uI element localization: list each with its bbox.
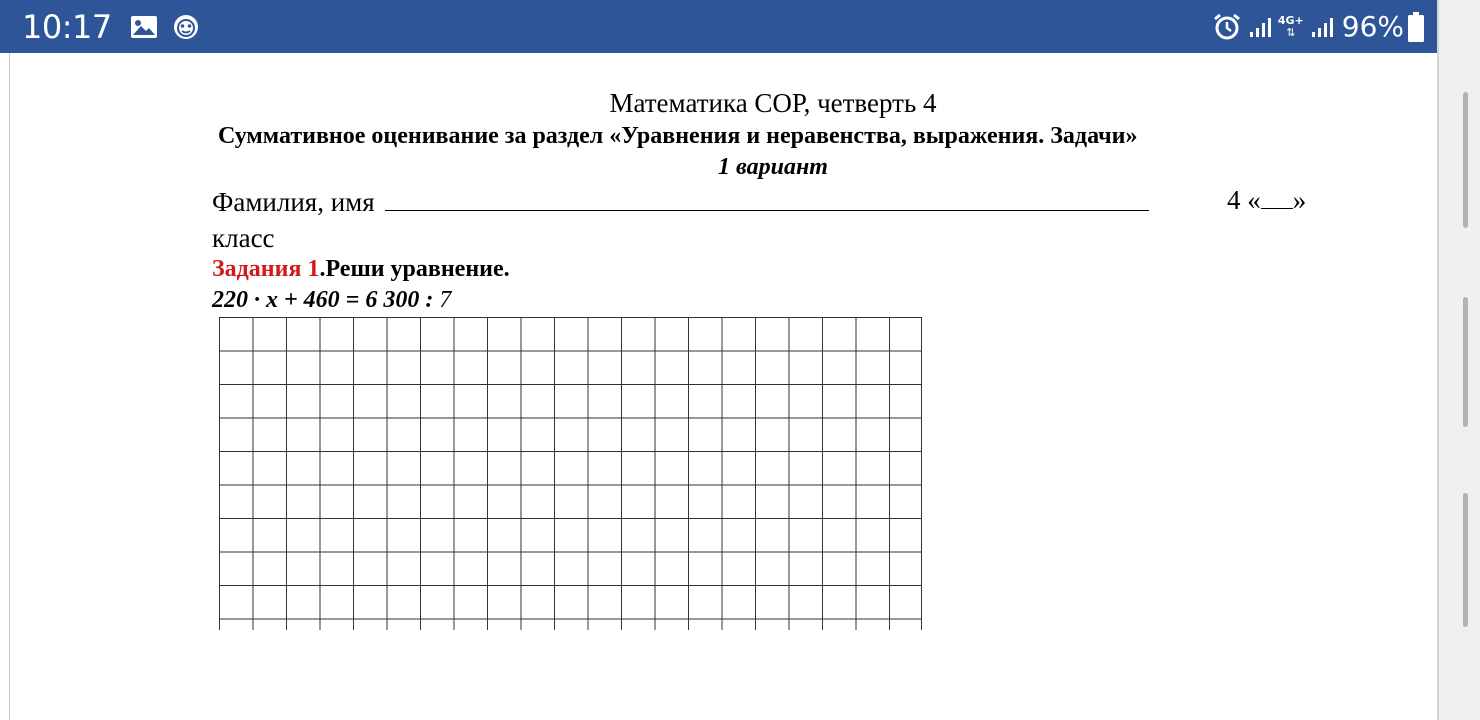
battery-icon (1408, 12, 1424, 42)
page-title: Математика СОР, четверть 4 (609, 88, 937, 118)
answer-grid (219, 317, 922, 630)
mask-icon (172, 13, 200, 41)
name-label: Фамилия, имя (212, 187, 375, 217)
class-word: класс (212, 223, 275, 253)
name-row (212, 185, 1149, 218)
class-prefix-text: 4 « (1227, 185, 1261, 215)
status-bar (0, 0, 1446, 53)
equation-main: 220 · x + 460 = 6 300 : (212, 287, 434, 313)
network-label: 4G+ (1277, 14, 1304, 27)
alarm-icon (1212, 12, 1242, 42)
status-time: 10:17 (22, 7, 112, 46)
task-text: .Реши уравнение. (319, 256, 510, 282)
status-right (1212, 10, 1424, 43)
task-heading (212, 256, 510, 283)
equation (212, 287, 451, 314)
network-icon (1278, 15, 1304, 38)
task-number: Задания 1 (212, 256, 320, 282)
scrollbar-thumb-3[interactable] (1463, 493, 1468, 627)
class-input-line[interactable] (1261, 185, 1293, 209)
status-left (22, 8, 200, 46)
signal-icon-2 (1310, 15, 1334, 39)
page-subtitle: Суммативное оценивание за раздел «Уравнения и неравенства, выражения. Задачи» (218, 123, 1138, 149)
scrollbar-thumb-2[interactable] (1463, 297, 1468, 427)
class-field (1227, 185, 1306, 216)
gallery-icon (130, 15, 158, 39)
network-arrows-icon: ⇅ (1286, 26, 1296, 39)
name-input-line[interactable] (385, 185, 1149, 211)
class-suffix-text: » (1292, 185, 1307, 215)
battery-percent: 96% (1341, 10, 1404, 43)
signal-icon (1248, 15, 1272, 39)
variant-label: 1 вариант (718, 154, 828, 180)
document-page (0, 53, 1437, 720)
equation-tail: 7 (433, 287, 452, 313)
